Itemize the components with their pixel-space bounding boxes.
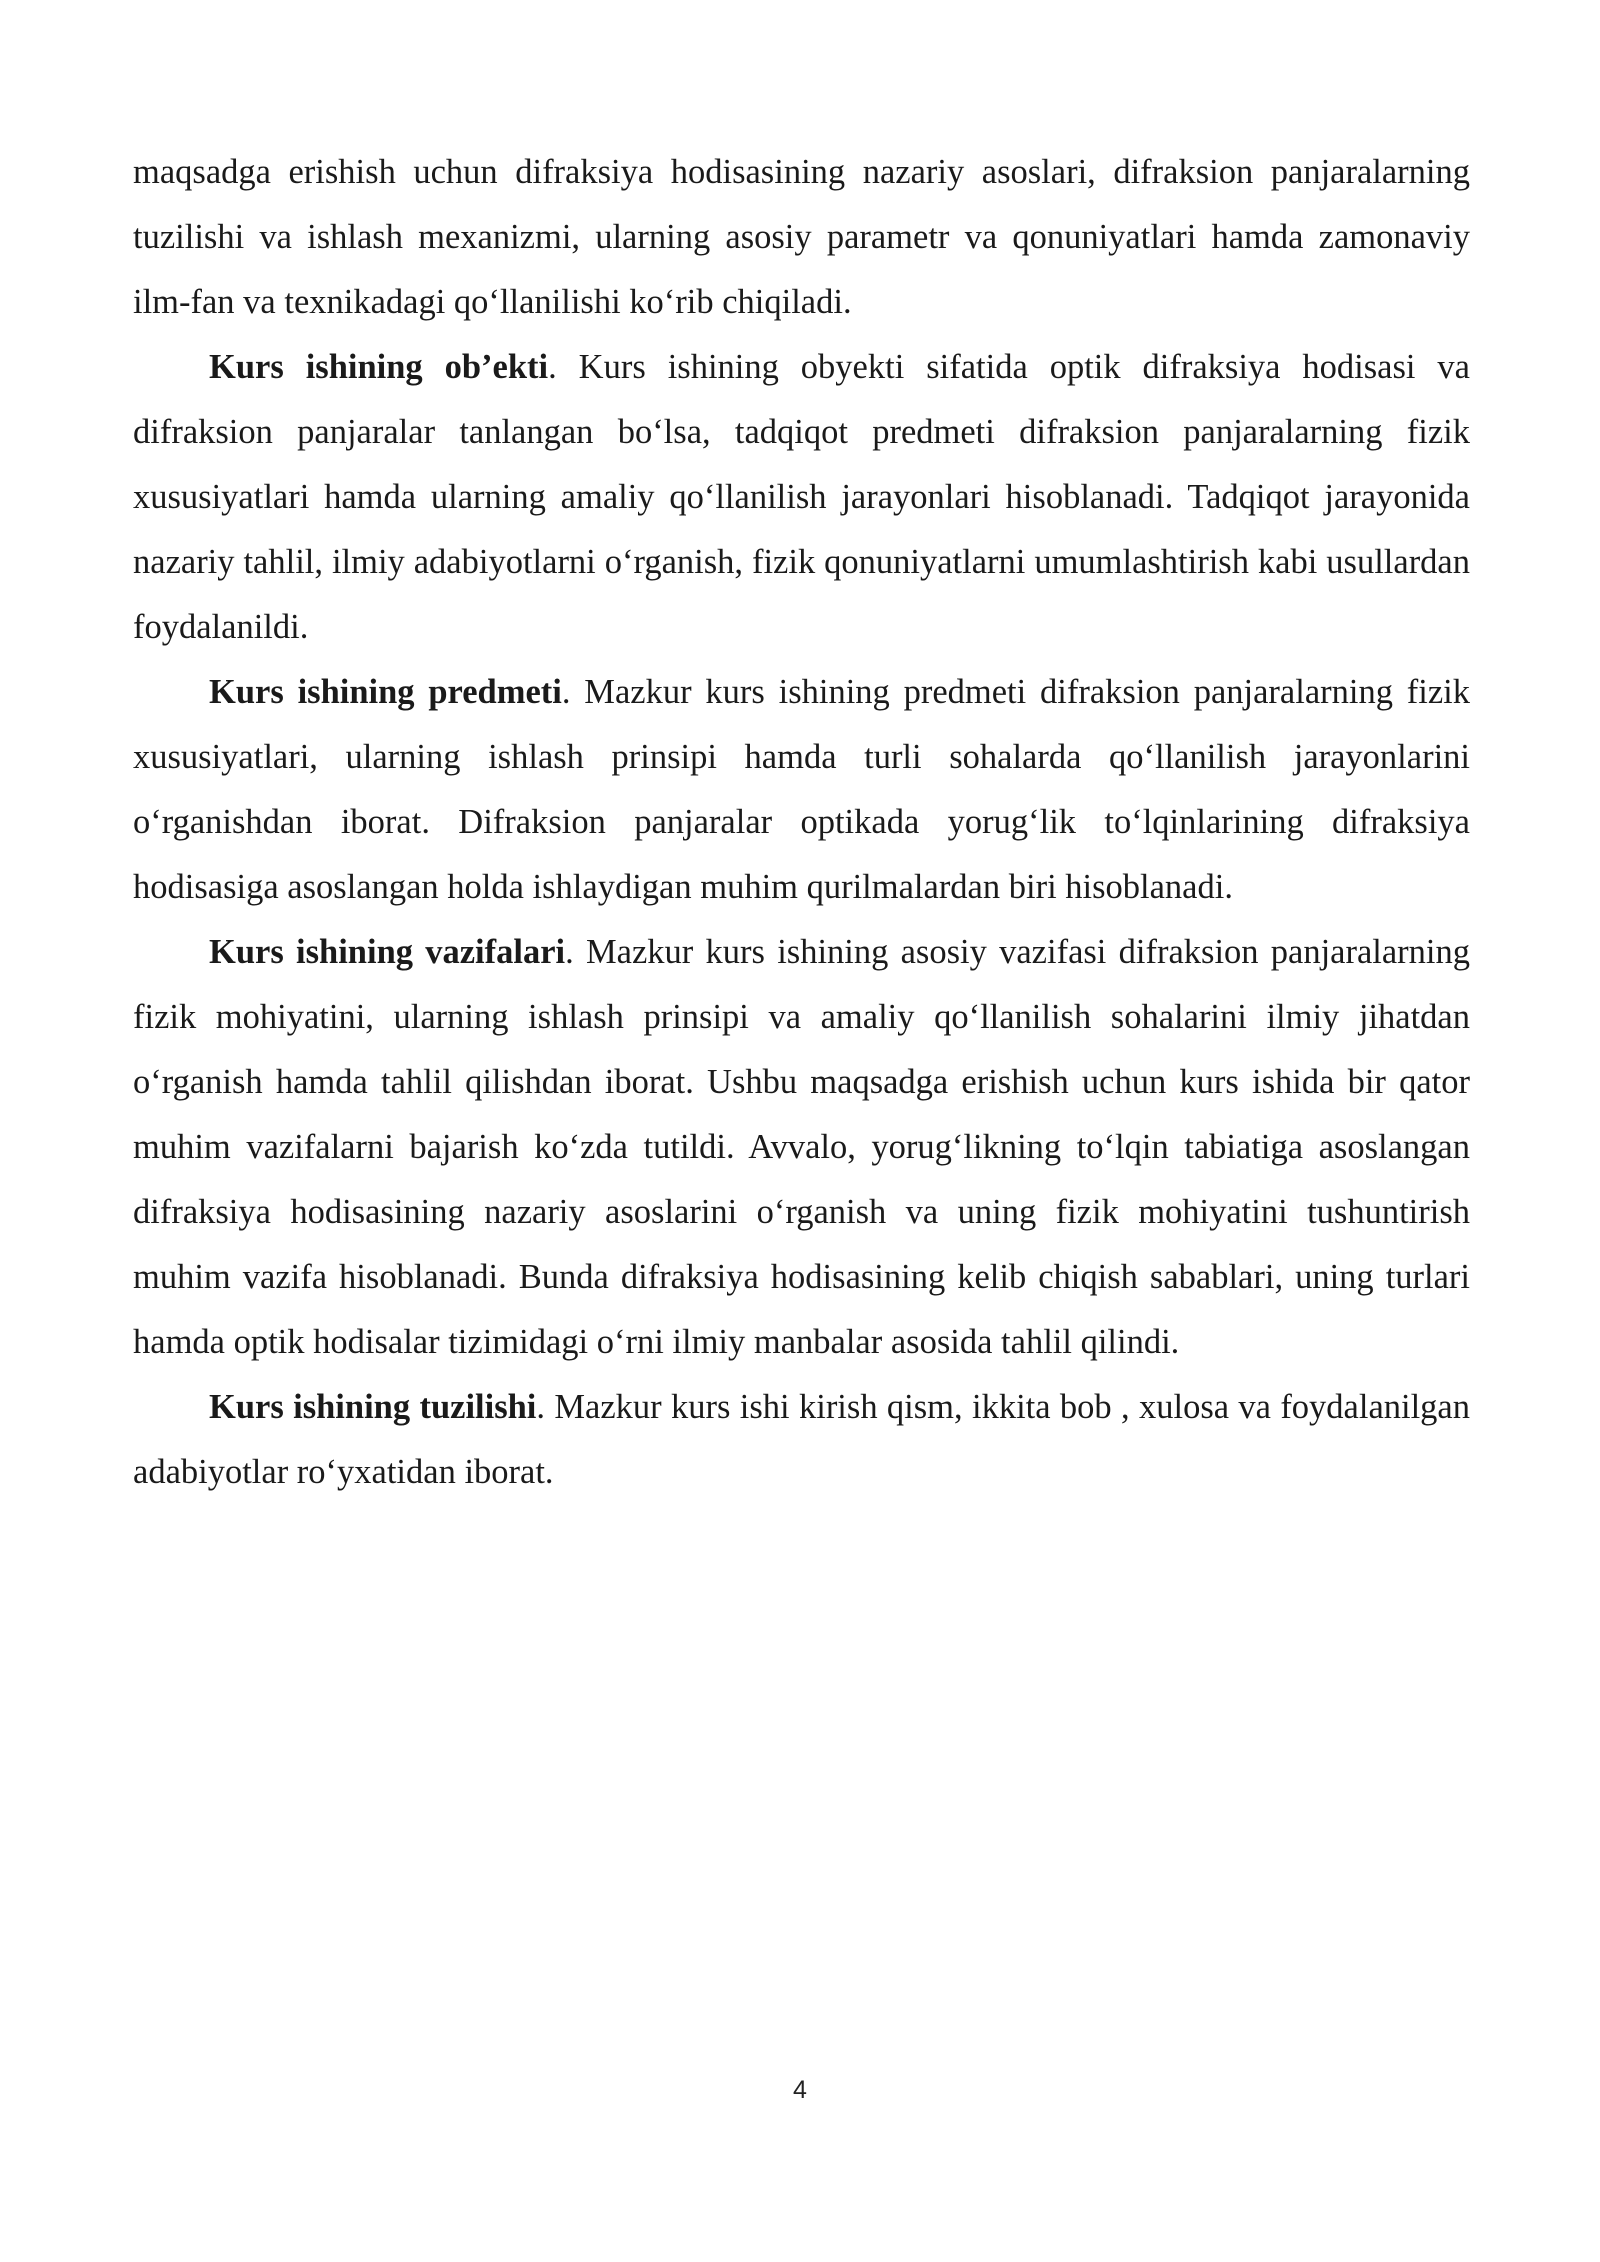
paragraph-tasks (133, 920, 1470, 1375)
paragraph-text: maqsadga erishish uchun difraksiya hodisasining nazariy asoslari, difraksion panjaralarning tuzilishi va ishlash mexanizmi, ularning asosiy parametr va qonuniyatlari hamda zamonaviy ilm-fan va texnikadagi qo‘llanilishi ko‘rib chiqiladi. (133, 153, 1470, 321)
section-heading-structure: Kurs ishining tuzilishi (209, 1388, 537, 1426)
paragraph-text: Kurs ishining obyekti sifatida optik difraksiya hodisasi va difraksion panjaralar tanlangan bo‘lsa, tadqiqot predmeti difraksion panjaralarning fizik xususiyatlari hamda ularning amaliy qo‘llanilish jarayonlari hisoblanadi. Tadqiqot jarayonida nazariy tahlil, ilmiy adabiyotlarni o‘rganish, fizik qonuniyatlarni umumlashtirish kabi usullardan foydalanildi. (133, 348, 1470, 646)
section-heading-object: Kurs ishining ob’ekti (209, 348, 549, 386)
heading-separator: . (565, 933, 574, 971)
paragraph-structure (133, 1375, 1470, 1505)
paragraph-subject (133, 660, 1470, 920)
paragraph-intro-continuation (133, 140, 1470, 335)
section-heading-subject: Kurs ishining predmeti (209, 673, 562, 711)
document-body (133, 140, 1470, 1505)
heading-separator: . (536, 1388, 546, 1426)
paragraph-text: Mazkur kurs ishi kirish qism, ikkita bob , xulosa va foydalanilgan adabiyotlar ro‘yxatidan iborat. (133, 1388, 1470, 1491)
heading-separator: . (561, 673, 571, 711)
page-number: 4 (793, 2076, 807, 2104)
section-heading-tasks: Kurs ishining vazifalari (209, 933, 566, 971)
heading-separator: . (548, 348, 557, 386)
paragraph-text: Mazkur kurs ishining asosiy vazifasi difraksion panjaralarning fizik mohiyatini, ularning ishlash prinsipi va amaliy qo‘llanilish sohalarini ilmiy jihatdan o‘rganish hamda tahlil qilishdan iborat. Ushbu maqsadga erishish uchun kurs ishida bir qator muhim vazifalarni bajarish ko‘zda tutildi. Avvalo, yorug‘likning to‘lqin tabiatiga asoslangan difraksiya hodisasining nazariy asoslarini o‘rganish va uning fizik mohiyatini tushuntirish muhim vazifa hisoblanadi. Bunda difraksiya hodisasining kelib chiqish sabablari, uning turlari hamda optik hodisalar tizimidagi o‘rni ilmiy manbalar asosida tahlil qilindi. (133, 933, 1471, 1361)
paragraph-object (133, 335, 1470, 660)
paragraph-text: Mazkur kurs ishining predmeti difraksion panjaralarning fizik xususiyatlari, ularning ishlash prinsipi hamda turli sohalarda qo‘llanilish jarayonlarini o‘rganishdan iborat. Difraksion panjaralar optikada yorug‘lik to‘lqinlarining difraksiya hodisasiga asoslangan holda ishlaydigan muhim qurilmalardan biri hisoblanadi. (133, 673, 1470, 906)
